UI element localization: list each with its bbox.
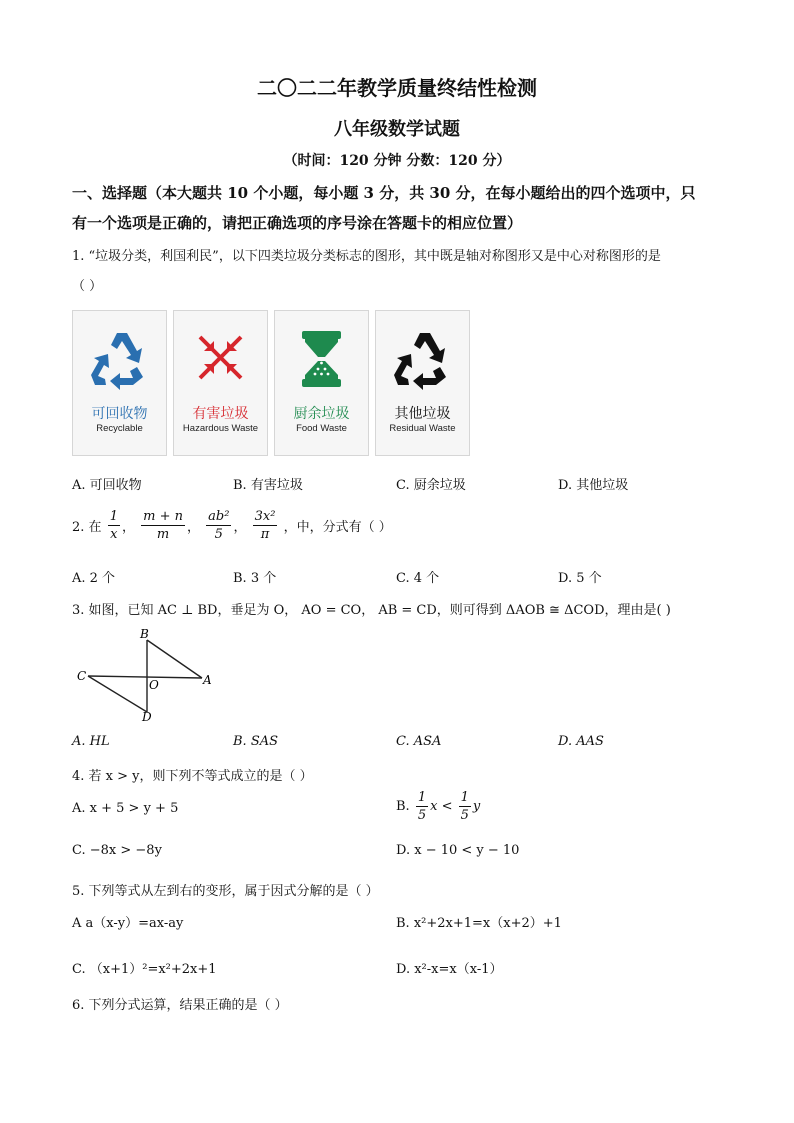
q1-option-c[interactable]: C. 厨余垃圾 [396, 478, 466, 493]
q2-suffix: ，中，分式有（ ） [283, 520, 392, 535]
hazardous-card [173, 310, 268, 456]
label-o: O [149, 678, 159, 692]
exam-subtitle: 八年级数学试题 [334, 119, 460, 140]
q4-option-c[interactable]: C. −8x > −8y [72, 843, 162, 858]
recycle-icon [73, 311, 166, 403]
q4-option-b[interactable]: B. $\frac{1}{5}$ x < $\frac{1}{5}$ y [396, 790, 481, 823]
question-1-paren: （ ） [72, 279, 103, 294]
label-b: B [140, 627, 149, 641]
q2-option-c[interactable]: C. 4 个 [396, 571, 440, 586]
q3-option-d[interactable]: D. AAS [558, 734, 604, 749]
fraction: $\frac{1}{5}$ [460, 790, 469, 823]
question-2-line: 2. 在 $\frac{1}{x}$ ， $\frac{m + n}{m}$ ， $\frac{\text{ab²}}{5}$ ， $\frac{\text{3x²}}{\pi}$ ，中，分式有（ ） [72, 509, 392, 542]
q2-prefix: 2. 在 [72, 520, 102, 535]
residual-waste-card [375, 310, 470, 456]
q3-option-b[interactable]: B. SAS [233, 734, 279, 749]
q3-option-a[interactable]: A. HL [72, 734, 110, 749]
q3-option-c[interactable]: C. ASA [396, 734, 442, 749]
exam-info: （时间：120 分钟 分数：120 分） [283, 153, 511, 169]
q2-option-d[interactable]: D. 5 个 [558, 571, 602, 586]
question-6-text: 6. 下列分式运算，结果正确的是（ ） [72, 998, 288, 1013]
q4-option-a[interactable]: A. x + 5 > y + 5 [72, 801, 179, 816]
q5-option-a[interactable]: A a（x-y）=ax-ay [72, 916, 184, 931]
section-heading-line2: 有一个选项是正确的，请把正确选项的序号涂在答题卡的相应位置） [72, 214, 523, 232]
hazard-arrows-icon [174, 311, 267, 403]
q2-option-a[interactable]: A. 2 个 [72, 571, 116, 586]
card-cn-label: 可回收物 [91, 406, 148, 422]
hourglass-icon [275, 311, 368, 403]
label-d: D [142, 710, 152, 724]
recyclable-card [72, 310, 167, 456]
recycle-icon [376, 311, 469, 403]
question-1-text: 1. “垃圾分类，利国利民”，以下四类垃圾分类标志的图形，其中既是轴对称图形又是中心对称图形的是 [72, 249, 661, 264]
card-en-label: Hazardous Waste [182, 423, 259, 434]
q2-option-b[interactable]: B. 3 个 [233, 571, 277, 586]
fraction: $\frac{m + n}{m}$ [143, 509, 183, 542]
label-c: C [77, 669, 87, 683]
section-heading-line1: 一、选择题（本大题共 10 个小题，每小题 3 分，共 30 分，在每小题给出的四个选项中，只 [72, 184, 696, 202]
card-en-label: Residual Waste [389, 423, 456, 434]
fraction: $\frac{1}{5}$ [417, 790, 427, 823]
triangle-figure [72, 622, 222, 727]
fraction: $\frac{\text{ab²}}{5}$ [208, 509, 230, 542]
q5-option-c[interactable]: C. （x+1）²=x²+2x+1 [72, 962, 217, 977]
card-cn-label: 厨余垃圾 [293, 406, 350, 422]
q5-option-b[interactable]: B. x²+2x+1=x（x+2）+1 [396, 916, 562, 931]
exam-title: 二〇二二年教学质量终结性检测 [257, 76, 537, 100]
question-3-text: 3. 如图，已知 AC ⊥ BD，垂足为 O， AO = CO， AB = CD，则可得到 ΔAOB ≅ ΔCOD，理由是( ) [72, 603, 671, 618]
card-cn-label: 有害垃圾 [192, 406, 249, 422]
food-waste-card [274, 310, 369, 456]
label-a: A [203, 673, 212, 687]
q4-option-d[interactable]: D. x − 10 < y − 10 [396, 843, 520, 858]
q1-option-a[interactable]: A. 可回收物 [72, 478, 142, 493]
q1-option-d[interactable]: D. 其他垃圾 [558, 478, 629, 493]
fraction: $\frac{1}{x}$ [109, 509, 118, 542]
card-en-label: Recyclable [96, 423, 143, 434]
question-5-text: 5. 下列等式从左到右的变形，属于因式分解的是（ ） [72, 884, 379, 899]
card-cn-label: 其他垃圾 [394, 406, 451, 422]
question-4-text: 4. 若 x > y，则下列不等式成立的是（ ） [72, 769, 313, 784]
q1-option-b[interactable]: B. 有害垃圾 [233, 478, 303, 493]
card-en-label: Food Waste [296, 423, 347, 434]
fraction: $\frac{\text{3x²}}{\pi}$ [254, 509, 276, 542]
q5-option-d[interactable]: D. x²-x=x（x-1） [396, 962, 503, 977]
